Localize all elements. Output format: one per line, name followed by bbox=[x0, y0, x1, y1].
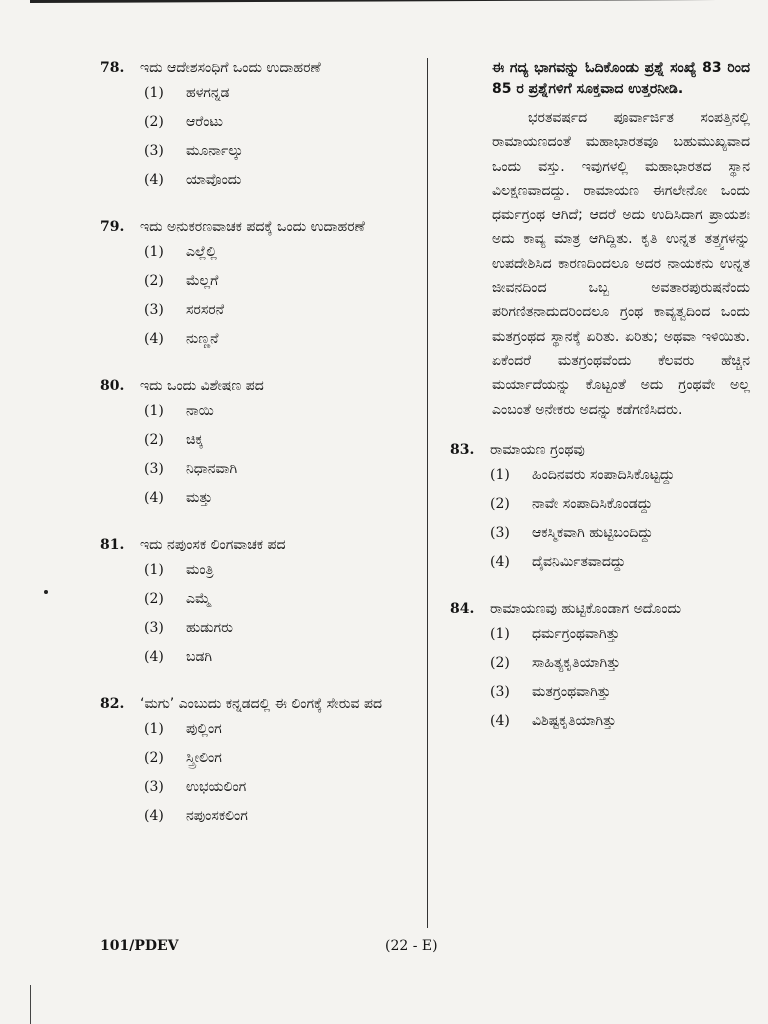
option-text: ಮೆಲ್ಲಗೆ bbox=[186, 273, 219, 289]
option-text: ಚಿಕ್ಕ bbox=[186, 432, 204, 448]
option bbox=[144, 614, 420, 643]
option bbox=[144, 643, 420, 672]
option-number: (4) bbox=[490, 712, 510, 729]
paper-code: 101/PDEV bbox=[100, 938, 179, 954]
question-81 bbox=[100, 535, 420, 672]
question-83 bbox=[450, 440, 750, 577]
option-text: ಎಲ್ಲೆಲ್ಲಿ bbox=[186, 244, 217, 260]
question-82 bbox=[100, 694, 420, 831]
option-number: (3) bbox=[144, 779, 164, 795]
option-number: (4) bbox=[144, 808, 164, 824]
option-number: (3) bbox=[144, 461, 164, 477]
question-84 bbox=[450, 599, 750, 736]
option-number: (1) bbox=[490, 466, 510, 483]
option-text: ಹಳಗನ್ನಡ bbox=[186, 85, 230, 101]
question-text: ಇದು ನಪುಂಸಕ ಲಿಂಗವಾಚಕ ಪದ bbox=[140, 537, 286, 553]
option-text: ಬಡಗಿ bbox=[186, 649, 213, 665]
option-number: (4) bbox=[144, 172, 164, 188]
option-text: ಸರಸರನೆ bbox=[186, 302, 225, 318]
page-number: (22 - E) bbox=[385, 938, 438, 954]
option bbox=[490, 678, 750, 707]
option-number: (2) bbox=[144, 432, 164, 448]
option-text: ಮೂರ್ನಾಲ್ಕು bbox=[186, 143, 244, 159]
option-number: (3) bbox=[490, 524, 510, 541]
option-text: ನಾವೇ ಸಂಪಾದಿಸಿಕೊಂಡದ್ದು bbox=[532, 495, 653, 512]
option bbox=[144, 108, 420, 137]
option bbox=[144, 484, 420, 513]
option-text: ವಿಶಿಷ್ಟಕೃತಿಯಾಗಿತ್ತು bbox=[532, 712, 617, 729]
option-text: ಎಮ್ಮೆ bbox=[186, 591, 211, 607]
option bbox=[490, 707, 750, 736]
option-text: ಸ್ತ್ರೀಲಿಂಗ bbox=[186, 750, 222, 766]
option-text: ಮತಗ್ರಂಥವಾಗಿತ್ತು bbox=[532, 683, 611, 700]
option bbox=[144, 397, 420, 426]
option bbox=[144, 426, 420, 455]
option bbox=[144, 267, 420, 296]
option-text: ನುಣ್ಣನೆ bbox=[186, 331, 219, 347]
question-text: ಇದು ಒಂದು ವಿಶೇಷಣ ಪದ bbox=[140, 378, 264, 394]
option bbox=[144, 773, 420, 802]
passage-instruction: ಈ ಗದ್ಯ ಭಾಗವನ್ನು ಓದಿಕೊಂಡು ಪ್ರಶ್ನೆ ಸಂಖ್ಯೆ 83 ರಿಂದ 85 ರ ಪ್ರಶ್ನೆಗಳಿಗೆ ಸೂಕ್ತವಾದ ಉತ್ತರನೀಡಿ. bbox=[492, 60, 750, 97]
question-text: ರಾಮಾಯಣವು ಹುಟ್ಟಿಕೊಂಡಾಗ ಅದೊಂದು bbox=[490, 600, 682, 617]
option-text: ಸಾಹಿತ್ಯಕೃತಿಯಾಗಿತ್ತು bbox=[532, 654, 621, 671]
option-number: (2) bbox=[144, 591, 164, 607]
option-text: ಪುಲ್ಲಿಂಗ bbox=[186, 721, 222, 737]
option bbox=[490, 548, 750, 577]
option bbox=[144, 585, 420, 614]
option bbox=[490, 490, 750, 519]
option-number: (1) bbox=[144, 244, 164, 260]
question-number: 79. bbox=[100, 219, 125, 235]
option-number: (2) bbox=[144, 114, 164, 130]
option-number: (1) bbox=[144, 403, 164, 419]
question-text: ಇದು ಅನುಕರಣವಾಚಕ ಪದಕ್ಕೆ ಒಂದು ಉದಾಹರಣೆ bbox=[140, 219, 365, 235]
option-number: (4) bbox=[490, 553, 510, 570]
option bbox=[144, 296, 420, 325]
option-text: ಮಂತ್ರಿ bbox=[186, 562, 214, 578]
option-text: ಧರ್ಮಗ್ರಂಥವಾಗಿತ್ತು bbox=[532, 625, 620, 642]
option bbox=[144, 166, 420, 195]
option-text: ಆಕಸ್ಮಿಕವಾಗಿ ಹುಟ್ಟಿಬಂದಿದ್ದು bbox=[532, 524, 654, 541]
question-79 bbox=[100, 217, 420, 354]
option-text: ಮತ್ತು bbox=[186, 490, 213, 506]
right-column bbox=[450, 58, 750, 758]
option-number: (4) bbox=[144, 331, 164, 347]
option-text: ದೈವನಿರ್ಮಿತವಾದದ್ದು bbox=[532, 553, 626, 570]
passage-body: ಭರತವರ್ಷದ ಪೂರ್ವಾರ್ಜಿತ ಸಂಪತ್ತಿನಲ್ಲಿ ರಾಮಾಯಣದಂತೆ ಮಹಾಭಾರತವೂ ಬಹುಮುಖ್ಯವಾದ ಒಂದು ವಸ್ತು. ಇವುಗಳಲ್ಲಿ ಮಹಾಭಾರತದ ಸ್ಥಾನ ವಿಲಕ್ಷಣವಾದದ್ದು. ರಾಮಾಯಣ ಈಗಲೇನೋ ಒಂದು ಧರ್ಮಗ್ರಂಥ ಆಗಿದೆ; ಆದರೆ ಅದು ಉದಿಸಿದಾಗ ಪ್ರಾಯಶಃ ಅದು ಕಾವ್ಯ ಮಾತ್ರ ಆಗಿದ್ದಿತು. ಕೃತಿ ಉನ್ನತ ತತ್ತ್ವಗಳನ್ನು ಉಪದೇಶಿಸಿದ ಕಾರಣದಿಂದಲೂ ಅದರ ನಾಯಕನು ಉನ್ನತ ಜೀವನದಿಂದ ಒಬ್ಬ ಅವತಾರಪುರುಷನೆಂದು ಪರಿಗಣಿತನಾದುದರಿಂದಲೂ ಗ್ರಂಥ ಕಾವ್ಯತ್ವದಿಂದ ಒಂದು ಮತಗ್ರಂಥದ ಸ್ಥಾನಕ್ಕೆ ಏರಿತು. ಏರಿತು; ಅಥವಾ ಇಳಿಯಿತು. ಏಕೆಂದರೆ ಮತಗ್ರಂಥವೆಂದು ಕೆಲವರು ಹೆಚ್ಚಿನ ಮರ್ಯಾದೆಯನ್ನು ಕೊಟ್ಟಂತೆ ಅದು ಗ್ರಂಥವೇ ಅಲ್ಲ ಎಂಬಂತೆ ಅನೇಕರು ಅದನ್ನು ಕಡೆಗಣಿಸಿದರು. bbox=[492, 110, 750, 418]
question-text: ಇದು ಆದೇಶಸಂಧಿಗೆ ಒಂದು ಉದಾಹರಣೆ bbox=[140, 60, 321, 76]
option-text: ಯಾವೊಂದು bbox=[186, 172, 242, 188]
question-number: 83. bbox=[450, 441, 475, 458]
top-rule bbox=[30, 0, 768, 3]
option-number: (1) bbox=[490, 625, 510, 642]
question-78 bbox=[100, 58, 420, 195]
margin-edge-mark bbox=[30, 985, 31, 1024]
option-number: (1) bbox=[144, 562, 164, 578]
option bbox=[144, 79, 420, 108]
option bbox=[144, 802, 420, 831]
option-number: (2) bbox=[490, 654, 510, 671]
option bbox=[490, 649, 750, 678]
option-number: (2) bbox=[490, 495, 510, 512]
question-number: 80. bbox=[100, 378, 125, 394]
option bbox=[144, 455, 420, 484]
option-number: (4) bbox=[144, 649, 164, 665]
option-text: ನಾಯಿ bbox=[186, 403, 214, 419]
option-text: ನಪುಂಸಕಲಿಂಗ bbox=[186, 808, 248, 824]
option-text: ಆರೆಂಟು bbox=[186, 114, 224, 130]
option bbox=[144, 744, 420, 773]
margin-dot bbox=[44, 590, 48, 594]
option-number: (3) bbox=[144, 143, 164, 159]
question-text: ರಾಮಾಯಣ ಗ್ರಂಥವು bbox=[490, 441, 585, 458]
option bbox=[144, 325, 420, 354]
option-number: (4) bbox=[144, 490, 164, 506]
option-text: ಹುಡುಗರು bbox=[186, 620, 233, 636]
option bbox=[144, 556, 420, 585]
question-number: 78. bbox=[100, 60, 125, 76]
option-number: (3) bbox=[490, 683, 510, 700]
option-text: ಉಭಯಲಿಂಗ bbox=[186, 779, 247, 795]
option bbox=[144, 137, 420, 166]
left-column bbox=[100, 58, 420, 853]
question-number: 81. bbox=[100, 537, 125, 553]
option-number: (2) bbox=[144, 750, 164, 766]
option bbox=[144, 238, 420, 267]
option-number: (1) bbox=[144, 721, 164, 737]
option-number: (1) bbox=[144, 85, 164, 101]
option bbox=[490, 519, 750, 548]
question-80 bbox=[100, 376, 420, 513]
question-number: 84. bbox=[450, 600, 475, 617]
option-text: ನಿಧಾನವಾಗಿ bbox=[186, 461, 238, 477]
option-number: (2) bbox=[144, 273, 164, 289]
question-text: ‘ಮಗು’ ಎಂಬುದು ಕನ್ನಡದಲ್ಲಿ ಈ ಲಿಂಗಕ್ಕೆ ಸೇರುವ ಪದ bbox=[140, 696, 383, 712]
question-number: 82. bbox=[100, 696, 125, 712]
column-divider bbox=[427, 58, 428, 928]
option-number: (3) bbox=[144, 620, 164, 636]
option bbox=[490, 620, 750, 649]
option-number: (3) bbox=[144, 302, 164, 318]
option bbox=[144, 715, 420, 744]
option-text: ಹಿಂದಿನವರು ಸಂಪಾದಿಸಿಕೊಟ್ಟದ್ದು bbox=[532, 466, 675, 483]
option bbox=[490, 461, 750, 490]
